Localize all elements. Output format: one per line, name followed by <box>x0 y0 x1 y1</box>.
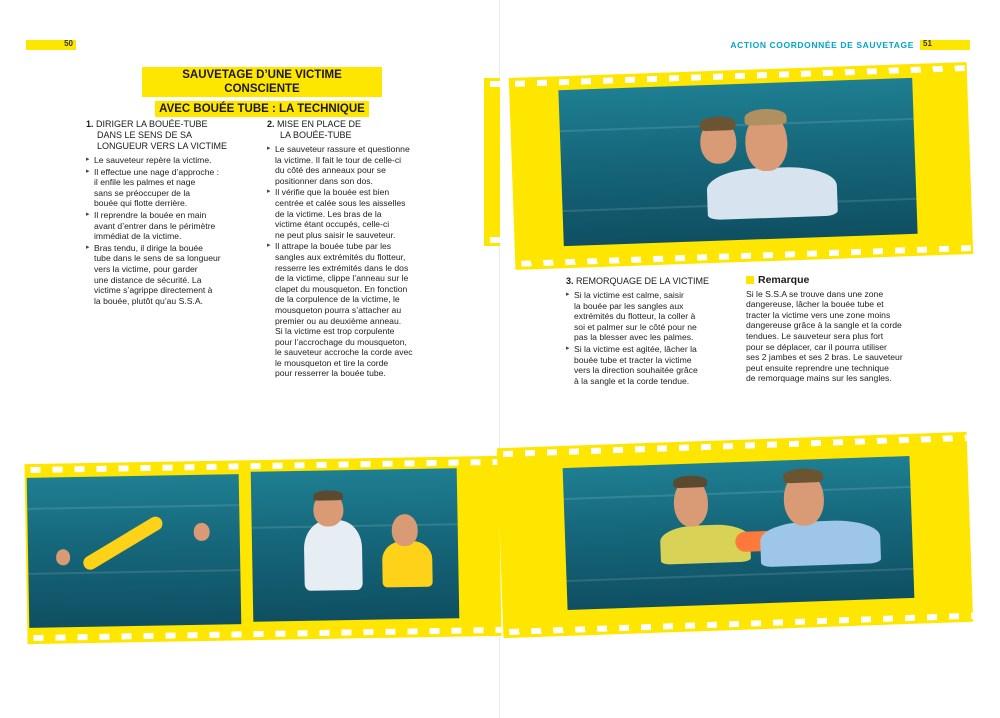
list-item: ▸ Bras tendu, il dirige la bouée tube dans le sens de sa longueur vers la victime, pour garder une distance de sécurité. La victime s’agrippe directement à la bouée, plutôt qu’au S.S.A. <box>86 243 246 307</box>
film-strip-left-edge <box>484 78 500 246</box>
victim-figure <box>56 549 70 565</box>
list-item: ▸ Si la victime est agitée, lâcher la bouée tube et tracter la victime vers la direction souhaitée grâce à la sangle et la corde tendue. <box>566 344 736 386</box>
page-title <box>142 67 382 119</box>
yellow-square-icon <box>746 276 754 284</box>
section-1 <box>86 119 246 307</box>
title-line-2: AVEC BOUÉE TUBE : LA TECHNIQUE <box>155 101 369 117</box>
rescuer-figure <box>194 523 210 541</box>
running-head: ACTION COORDONNÉE DE SAUVETAGE <box>730 40 914 50</box>
photo-victim-grabs-buoy <box>27 474 242 628</box>
right-page-number: 51 <box>923 39 932 48</box>
list-item: ▸ Le sauveteur rassure et questionne la victime. Il fait le tour de celle-ci du côté des anneaux pour se positionner dans son dos. <box>267 144 447 186</box>
list-item: ▸ Le sauveteur repère la victime. <box>86 155 246 166</box>
victim-figure <box>382 541 433 588</box>
photo-rescuer-behind-victim <box>558 78 917 246</box>
photo-towing-victim <box>563 456 915 610</box>
left-page-number: 50 <box>64 39 73 48</box>
section-3 <box>566 276 736 387</box>
section-2-number: 2. <box>267 119 275 129</box>
section-2 <box>267 119 447 380</box>
remark-box <box>746 275 926 384</box>
list-item: ▸ Il vérifie que la bouée est bien centrée et calée sous les aisselles de la victime. Les bras de la victime étant occupés, celle-ci ne peut plus saisir le sauveteur. <box>267 187 447 240</box>
remark-text: Si le S.S.A se trouve dans une zone dangereuse, lâcher la bouée tube et tracter la victime vers une zone moins dangereuse grâce à la sangle et la corde tendues. Le sauveteur sera plus fort pour se déplacer, car il pourra utiliser ses 2 jambes et ses 2 bras. Le sauveteur peut ensuite reprendre une technique de remorquage mains sur les sangles. <box>746 288 903 384</box>
section-1-list <box>86 155 246 306</box>
section-2-list <box>267 144 447 379</box>
list-item: ▸ Il effectue une nage d’approche : il enfile les palmes et nage sans se préoccuper de la bouée qui flotte derrière. <box>86 167 246 209</box>
photo-buoy-placement <box>251 468 460 622</box>
rescuer-figure <box>304 520 363 591</box>
section-1-heading: 1. DIRIGER LA BOUÉE-TUBE DANS LE SENS DE SA LONGUEUR VERS LA VICTIME <box>86 119 228 151</box>
title-line-1: SAUVETAGE D’UNE VICTIME CONSCIENTE <box>142 67 382 97</box>
left-page-number-bar <box>26 40 76 50</box>
right-page-number-bar <box>920 40 970 50</box>
section-2-heading: 2. MISE EN PLACE DE LA BOUÉE-TUBE <box>267 119 362 140</box>
rescuer-figure <box>760 519 881 567</box>
list-item: ▸ Si la victime est calme, saisir la bouée par les sangles aux extrémités du flotteur, la coller à soi et palmer sur le côté pour ne pas la blesser avec les palmes. <box>566 290 736 343</box>
list-item: ▸ Il attrape la bouée tube par les sangles aux extrémités du flotteur, resserre les extrémités dans le dos de la victime, clippe l’anneau sur le clapet du mousqueton. En fonction de la corpulence de la victime, le mousqueton pourra s’attacher au premier ou au deuxième anneau. Si la victime est trop corpulente pour l’accrochage du mousqueton, le sauveteur accroche la corde avec le mousqueton et tire la corde pour resserrer la bouée tube. <box>267 241 447 379</box>
section-1-number: 1. <box>86 119 94 129</box>
list-item: ▸ Il reprendre la bouée en main avant d’entrer dans le périmètre immédiat de la victime. <box>86 210 246 242</box>
rescue-buoy <box>81 514 165 572</box>
remark-heading: Remarque <box>746 275 926 286</box>
section-3-heading: 3. REMORQUAGE DE LA VICTIME <box>566 276 710 286</box>
section-3-list <box>566 290 736 386</box>
section-3-number: 3. <box>566 276 574 286</box>
